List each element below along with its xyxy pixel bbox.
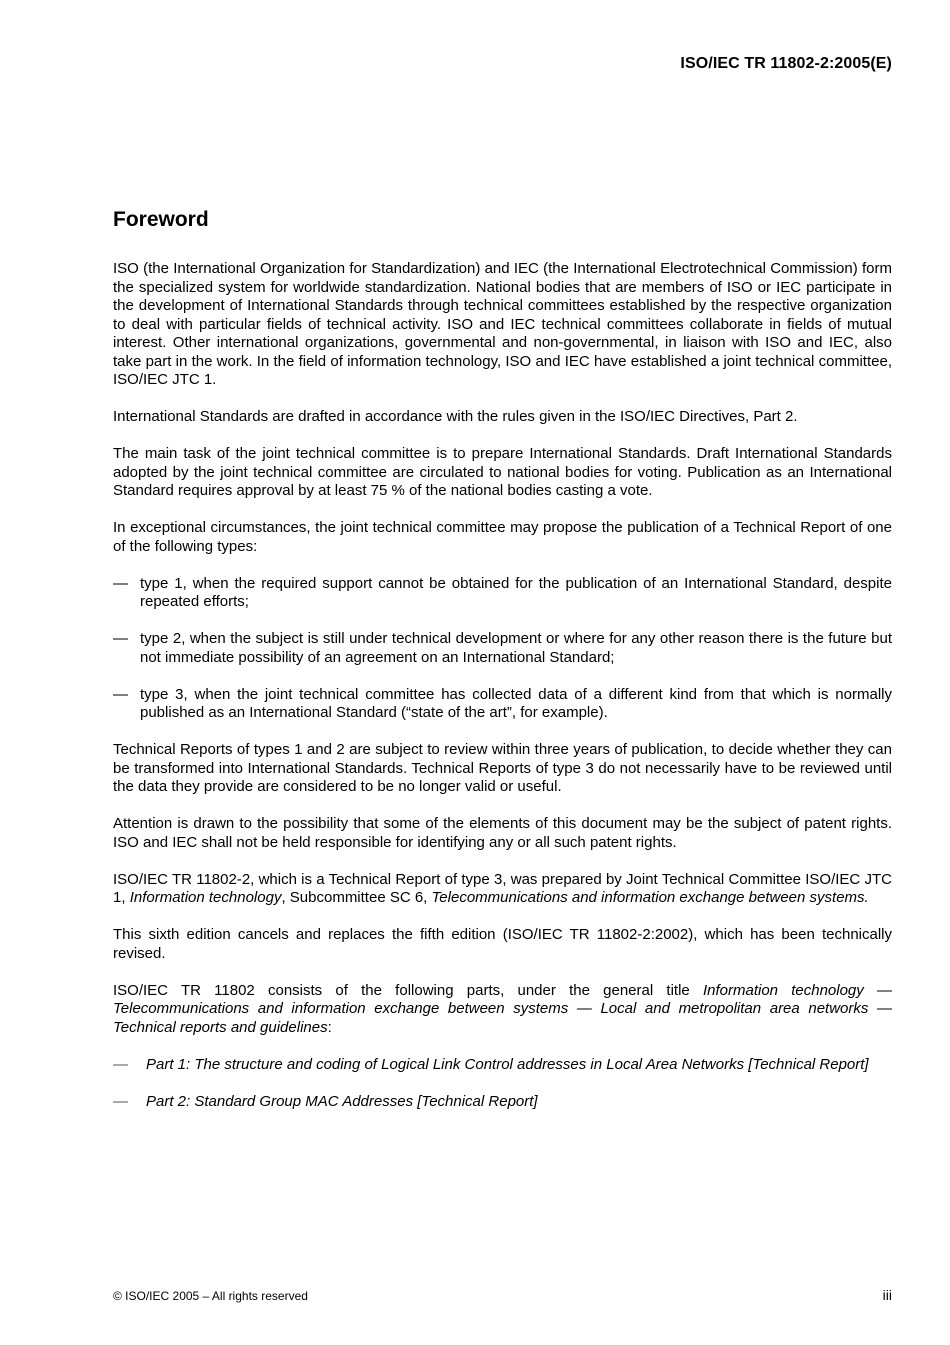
italic-run: Telecommunications and information exchange between systems. xyxy=(431,889,869,906)
parts-list xyxy=(113,1056,892,1112)
paragraph-prepared-by xyxy=(113,871,892,908)
list-item-type-2 xyxy=(113,630,892,667)
copyright-notice: © ISO/IEC 2005 – All rights reserved xyxy=(113,1289,308,1303)
text-run: , Subcommittee SC 6, xyxy=(281,889,432,906)
text-run: ISO/IEC TR 11802 consists of the following parts, under the general title xyxy=(113,981,703,999)
paragraph-directives: International Standards are drafted in accordance with the rules given in the ISO/IEC Directives, Part 2. xyxy=(113,408,798,425)
page-title: Foreword xyxy=(113,208,209,231)
dash-bullet: — xyxy=(113,1055,128,1073)
dash-bullet: — xyxy=(113,630,128,647)
foreword-body xyxy=(113,260,892,1130)
report-type-list xyxy=(113,575,892,723)
paragraph-exceptional: In exceptional circumstances, the joint technical committee may propose the publication of a Technical Report of one of the following types: xyxy=(113,519,892,555)
italic-run: Information technology — Telecommunications and information exchange between systems — Local and metropolitan area networks — Technical reports and guidelines xyxy=(113,981,892,1036)
list-item-text: type 3, when the joint technical committee has collected data of a different kind from that which is normally published as an International Standard (“state of the art”, for example). xyxy=(140,685,892,721)
paragraph-main-task: The main task of the joint technical committee is to prepare International Standards. Draft International Standards adopted by the joint technical committee are circulated to national bodies for voting. Publication as an International Standard requires approval by at least 75 % of the national bodies casting a vote. xyxy=(113,445,892,499)
text-run: : xyxy=(327,1018,332,1036)
list-item-text: type 2, when the subject is still under technical development or where for any other reason there is the future but not immediate possibility of an agreement on an International Standard; xyxy=(140,630,892,666)
list-item-part-1 xyxy=(113,1056,892,1075)
list-item-text: Part 1: The structure and coding of Logical Link Control addresses in Local Area Networks [Technical Report] xyxy=(146,1055,869,1073)
page-number: iii xyxy=(882,1287,892,1303)
list-item-part-2 xyxy=(113,1093,892,1112)
list-item-type-1 xyxy=(113,575,892,612)
list-item-text: Part 2: Standard Group MAC Addresses [Technical Report] xyxy=(146,1092,538,1110)
document-id-header: ISO/IEC TR 11802-2:2005(E) xyxy=(680,55,892,72)
dash-bullet: — xyxy=(113,1092,128,1110)
paragraph-review: Technical Reports of types 1 and 2 are subject to review within three years of publication, to decide whether they can be transformed into International Standards. Technical Reports of type 3 do not necessarily have to be reviewed until the data they provide are considered to be no longer valid or useful. xyxy=(113,741,892,795)
paragraph-patent: Attention is drawn to the possibility that some of the elements of this document may be the subject of patent rights. ISO and IEC shall not be held responsible for identifying any or all such patent rights. xyxy=(113,815,892,851)
list-item-text: type 1, when the required support cannot be obtained for the publication of an International Standard, despite repeated efforts; xyxy=(140,574,892,610)
italic-run: Information technology xyxy=(129,889,282,906)
paragraph-parts xyxy=(113,982,892,1038)
paragraph-edition: This sixth edition cancels and replaces the fifth edition (ISO/IEC TR 11802-2:2002), which has been technically revised. xyxy=(113,926,892,962)
text-run: ISO/IEC TR 11802-2, which is a Technical Report of type 3, was prepared by Joint Technical Committee ISO/IEC JTC 1, xyxy=(113,870,892,906)
dash-bullet: — xyxy=(113,685,128,703)
list-item-type-3 xyxy=(113,686,892,723)
paragraph-organizations: ISO (the International Organization for Standardization) and IEC (the International Electrotechnical Commission) form the specialized system for worldwide standardization. National bodies that are members of ISO or IEC participate in the development of International Standards through technical committees established by the respective organization to deal with particular fields of technical activity. ISO and IEC technical committees collaborate in fields of mutual interest. Other international organizations, governmental and non-governmental, in liaison with ISO and IEC, also take part in the work. In the field of information technology, ISO and IEC have established a joint technical committee, ISO/IEC JTC 1. xyxy=(113,260,892,388)
dash-bullet: — xyxy=(113,574,128,592)
